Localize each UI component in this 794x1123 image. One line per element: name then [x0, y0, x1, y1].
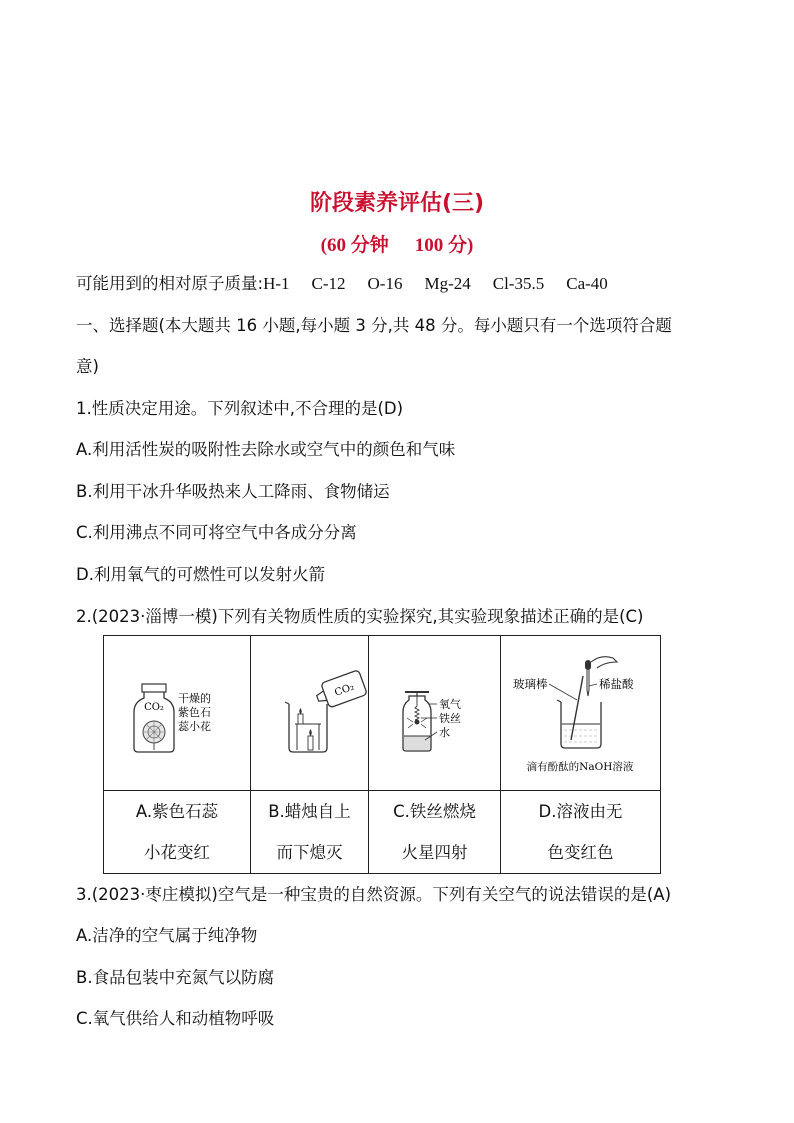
section-heading: 一、选择题(本大题共 16 小题,每小题 3 分,共 48 分。每小题只有一个选项符合题	[76, 316, 672, 335]
caption-d	[501, 791, 661, 874]
atomic-mass-label: 可能用到的相对原子质量:	[76, 274, 264, 293]
figure-d-rod-label: 玻璃棒	[513, 677, 548, 691]
caption-a-line1: A.紫色石蕊	[135, 802, 219, 821]
question-1-option-b: B.利用干冰升华吸热来人工降雨、食物储运	[76, 482, 390, 501]
atomic-mass-item: Ca-40	[566, 274, 608, 293]
question-3-stem: 3.(2023·枣庄模拟)空气是一种宝贵的自然资源。下列有关空气的说法错误的是(A)	[76, 885, 672, 904]
caption-d-line2: 色变红色	[547, 843, 614, 862]
question-2-figure-table	[103, 635, 661, 874]
figure-c-wire-label: 铁丝	[439, 712, 461, 725]
question-1-option-a: A.利用活性炭的吸附性去除水或空气中的颜色和气味	[76, 440, 456, 459]
figure-a-cell	[104, 636, 251, 791]
question-1-option-c: C.利用沸点不同可将空气中各成分分离	[76, 523, 357, 542]
total-score: 100 分)	[414, 235, 474, 256]
section-heading-cont: 意)	[76, 357, 99, 376]
atomic-mass-item: C-12	[311, 274, 346, 293]
figure-a-label-line1: 干燥的	[178, 692, 211, 705]
figure-c-water-label: 水	[439, 726, 450, 739]
question-3-option-b: B.食品包装中充氮气以防腐	[76, 968, 275, 987]
figure-b-cell	[251, 636, 369, 791]
question-2-stem: 2.(2023·淄博一模)下列有关物质性质的实验探究,其实验现象描述正确的是(C)	[76, 607, 644, 626]
caption-a	[104, 791, 251, 874]
caption-c-line2: 火星四射	[401, 843, 468, 862]
figure-d-neutralization	[501, 636, 660, 786]
figure-a-dry-litmus-flower	[104, 636, 250, 786]
atomic-mass-item: Mg-24	[424, 274, 471, 293]
caption-b-line1: B.蜡烛自上	[268, 802, 351, 821]
caption-b-line2: 而下熄灭	[276, 843, 343, 862]
figure-d-cell	[501, 636, 661, 791]
figure-d-acid-label: 稀盐酸	[599, 677, 634, 691]
figure-a-label-line3: 蕊小花	[178, 720, 211, 733]
caption-b	[251, 791, 369, 874]
caption-c-line1: C.铁丝燃烧	[393, 802, 476, 821]
figure-b-formula: CO₂	[333, 681, 356, 699]
question-3-option-c: C.氧气供给人和动植物呼吸	[76, 1009, 275, 1028]
atomic-mass-item: O-16	[367, 274, 403, 293]
caption-d-line1: D.溶液由无	[538, 802, 623, 821]
page-subtitle	[0, 230, 794, 257]
figure-b-candles-co2	[251, 636, 368, 786]
time-limit: (60 分钟	[320, 235, 389, 256]
question-1-stem: 1.性质决定用途。下列叙述中,不合理的是(D)	[76, 399, 404, 418]
figure-c-iron-wire-oxygen	[369, 636, 500, 786]
figure-a-label-line2: 紫色石	[178, 706, 211, 719]
figure-c-oxygen-label: 氧气	[439, 698, 461, 711]
figure-c-cell	[369, 636, 501, 791]
atomic-mass-line	[76, 273, 630, 295]
figure-d-solution-label: 滴有酚酞的NaOH溶液	[526, 761, 634, 773]
figure-a-formula: CO₂	[144, 702, 164, 713]
atomic-mass-item: Cl-35.5	[492, 274, 545, 293]
page-title: 阶段素养评估(三)	[309, 191, 485, 216]
question-3-option-a: A.洁净的空气属于纯净物	[76, 926, 258, 945]
caption-a-line2: 小花变红	[144, 843, 210, 862]
question-1-option-d: D.利用氧气的可燃性可以发射火箭	[76, 565, 325, 584]
atomic-mass-item: H-1	[263, 274, 290, 293]
caption-c	[369, 791, 501, 874]
